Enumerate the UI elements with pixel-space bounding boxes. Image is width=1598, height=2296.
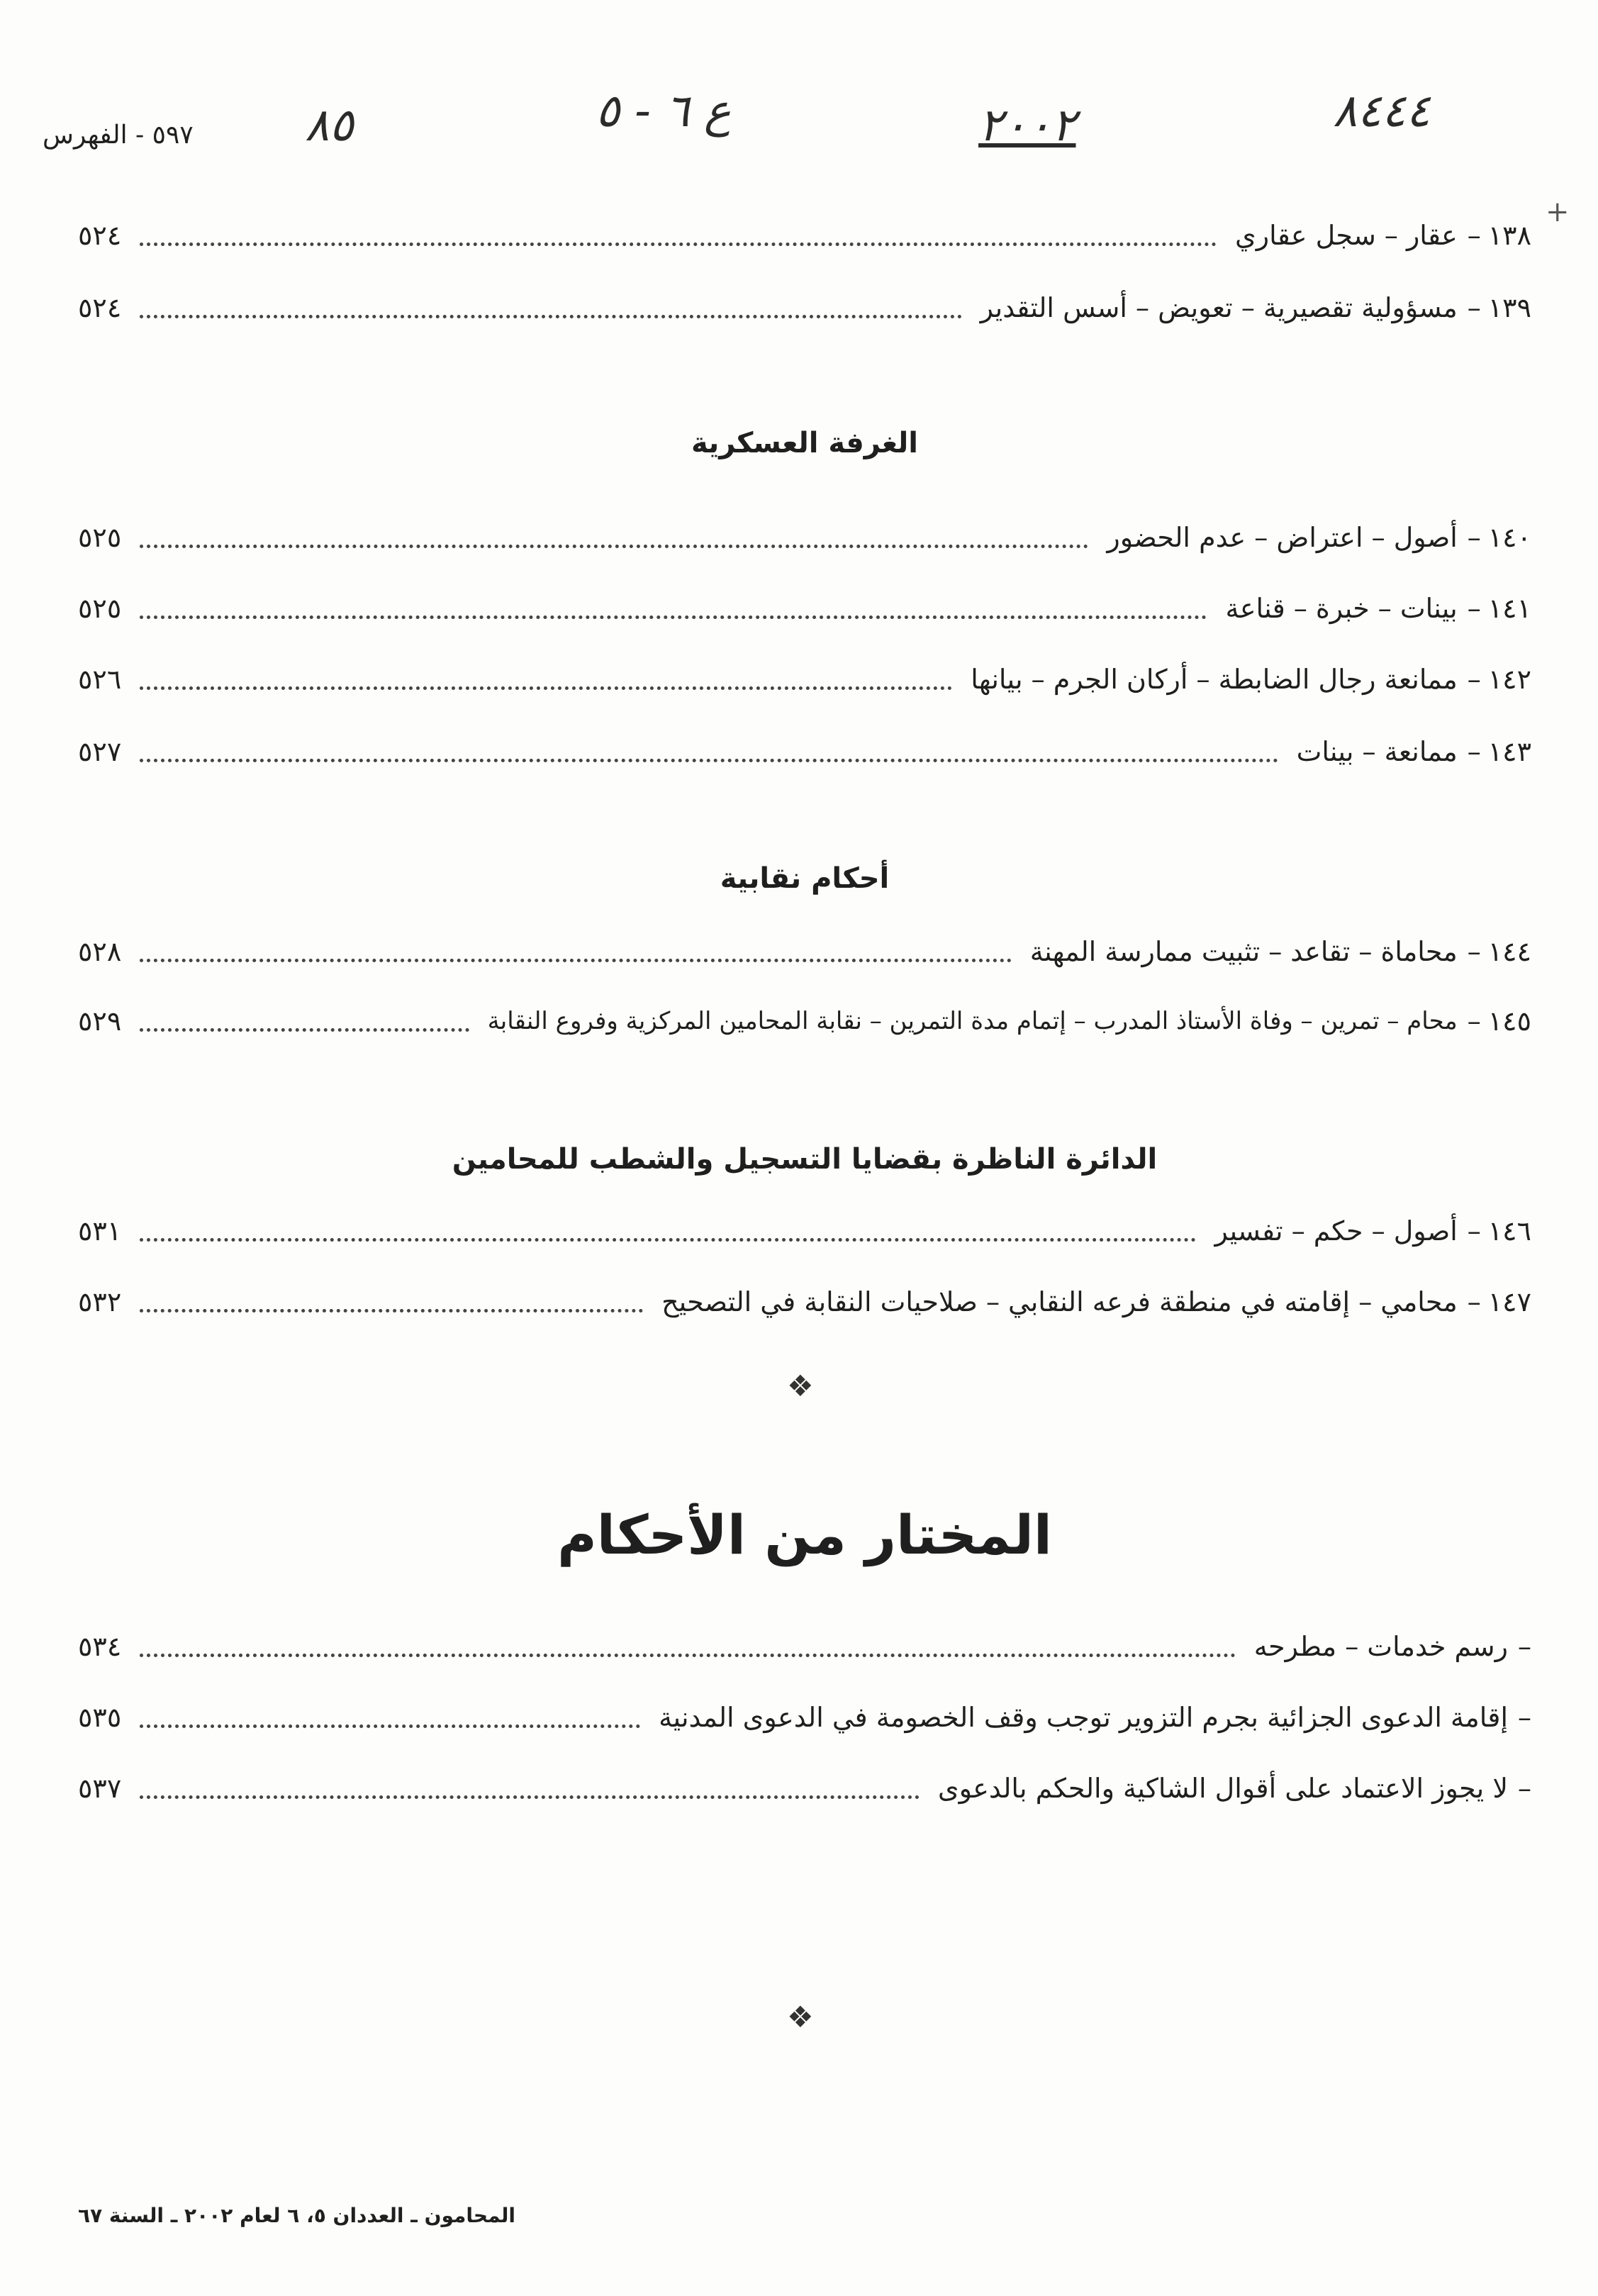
handwritten-note-year: ٢٠٠٢ [978,99,1076,152]
entry-number: ١٤١ [1487,593,1531,624]
entry-page: ٥٢٤ [78,220,122,251]
index-entry [78,998,1531,1044]
index-entry [78,515,1531,560]
page-footer: المحامون ـ العددان ٥، ٦ لعام ٢٠٠٢ ـ السنة ٦٧ [78,2204,515,2227]
dot-leader [140,615,1207,619]
running-header: ٥٩٧ - الفهرس [43,121,194,150]
index-entry [78,285,1531,330]
entry-number: ١٣٩ [1487,292,1531,323]
entry-topic: مسؤولية تقصيرية – تعويض – أسس التقدير [980,292,1458,323]
dot-leader [140,759,1278,762]
entry-dash: – [1467,522,1481,553]
entry-page: ٥٢٥ [78,593,122,624]
entry-dash: – [1467,664,1481,695]
entry-topic: أصول – اعتراض – عدم الحضور [1107,522,1458,553]
entry-topic: محامي – إقامته في منطقة فرعه النقابي – صلاحيات النقابة في التصحيح [661,1286,1458,1317]
entry-topic: محام – تمرين – وفاة الأستاذ المدرب – إتمام مدة التمرين – نقابة المحامين المركزية وفروع النقابة [487,1007,1458,1035]
entry-dash: – [1467,936,1481,967]
entry-dash: – [1518,1773,1531,1804]
section-heading: الدائرة الناظرة بقضايا التسجيل والشطب للمحامين [452,1143,1158,1176]
entry-page: ٥٣١ [78,1215,122,1247]
index-entry [78,1279,1531,1325]
entry-number: ١٣٨ [1487,220,1531,251]
entry-topic: أصول – حكم – تفسير [1214,1215,1458,1247]
section-heading: أحكام نقابية [720,862,890,895]
index-entry [78,213,1531,258]
ornament-divider: ❖ [787,2000,814,2034]
dot-leader [140,243,1217,246]
handwritten-note-code: ٨٥ [305,99,354,152]
dot-leader [140,1028,469,1032]
entry-topic: محاماة – تقاعد – تثبيت ممارسة المهنة [1029,936,1458,967]
index-entry [78,1624,1531,1669]
entry-dash: – [1467,220,1481,251]
entry-dash: – [1518,1631,1531,1662]
entry-page: ٥٢٥ [78,522,122,553]
entry-number: ١٤٢ [1487,664,1531,695]
entry-page: ٥٣٥ [78,1702,122,1733]
index-entry [78,657,1531,702]
entry-number: ١٤٣ [1487,736,1531,767]
entry-dash: – [1467,292,1481,323]
entry-page: ٥٢٧ [78,736,122,767]
entry-page: ٥٢٤ [78,292,122,323]
entry-dash: – [1467,1005,1481,1037]
entry-number: ١٤٦ [1487,1215,1531,1247]
index-entry [78,729,1531,774]
entry-dash: – [1467,1215,1481,1247]
dot-leader [140,1309,643,1313]
handwritten-note-number: ٨٤٤٤ [1333,85,1431,138]
entry-topic: بينات – خبرة – قناعة [1225,593,1458,624]
index-entry [78,929,1531,974]
entry-page: ٥٣٢ [78,1286,122,1317]
entry-dash: – [1467,1286,1481,1317]
selected-rulings-heading: المختار من الأحكام [557,1503,1052,1566]
section-heading: الغرفة العسكرية [691,427,918,459]
ornament-divider: ❖ [787,1369,814,1403]
dot-leader [140,686,952,690]
dot-leader [140,959,1012,962]
entry-dash: – [1467,593,1481,624]
entry-number: ١٤٠ [1487,522,1531,553]
entry-topic: ممانعة – بينات [1296,736,1458,767]
entry-page: ٥٢٩ [78,1005,122,1037]
entry-page: ٥٢٦ [78,664,122,695]
dot-leader [140,1654,1236,1657]
entry-topic: عقار – سجل عقاري [1234,220,1458,251]
entry-page: ٥٣٧ [78,1773,122,1804]
dot-leader [140,1795,920,1799]
index-entry [78,1766,1531,1811]
handwritten-note-issue: ع ٦ - ٥ [596,85,732,138]
index-entry [78,1695,1531,1740]
entry-topic: إقامة الدعوى الجزائية بجرم التزوير توجب وقف الخصومة في الدعوى المدنية [659,1702,1508,1733]
entry-dash: – [1467,736,1481,767]
dot-leader [140,1724,640,1728]
dot-leader [140,315,961,318]
entry-dash: – [1518,1702,1531,1733]
index-entry [78,1208,1531,1254]
entry-topic: ممانعة رجال الضابطة – أركان الجرم – بيانها [971,664,1458,695]
entry-topic: لا يجوز الاعتماد على أقوال الشاكية والحكم بالدعوى [937,1773,1508,1804]
entry-number: ١٤٧ [1487,1286,1531,1317]
index-entry [78,586,1531,631]
margin-mark: + [1546,196,1570,228]
entry-number: ١٤٤ [1487,936,1531,967]
dot-leader [140,545,1088,548]
entry-topic: رسم خدمات – مطرحه [1253,1631,1508,1662]
entry-page: ٥٢٨ [78,936,122,967]
entry-page: ٥٣٤ [78,1631,122,1662]
entry-number: ١٤٥ [1487,1005,1531,1037]
dot-leader [140,1238,1196,1242]
